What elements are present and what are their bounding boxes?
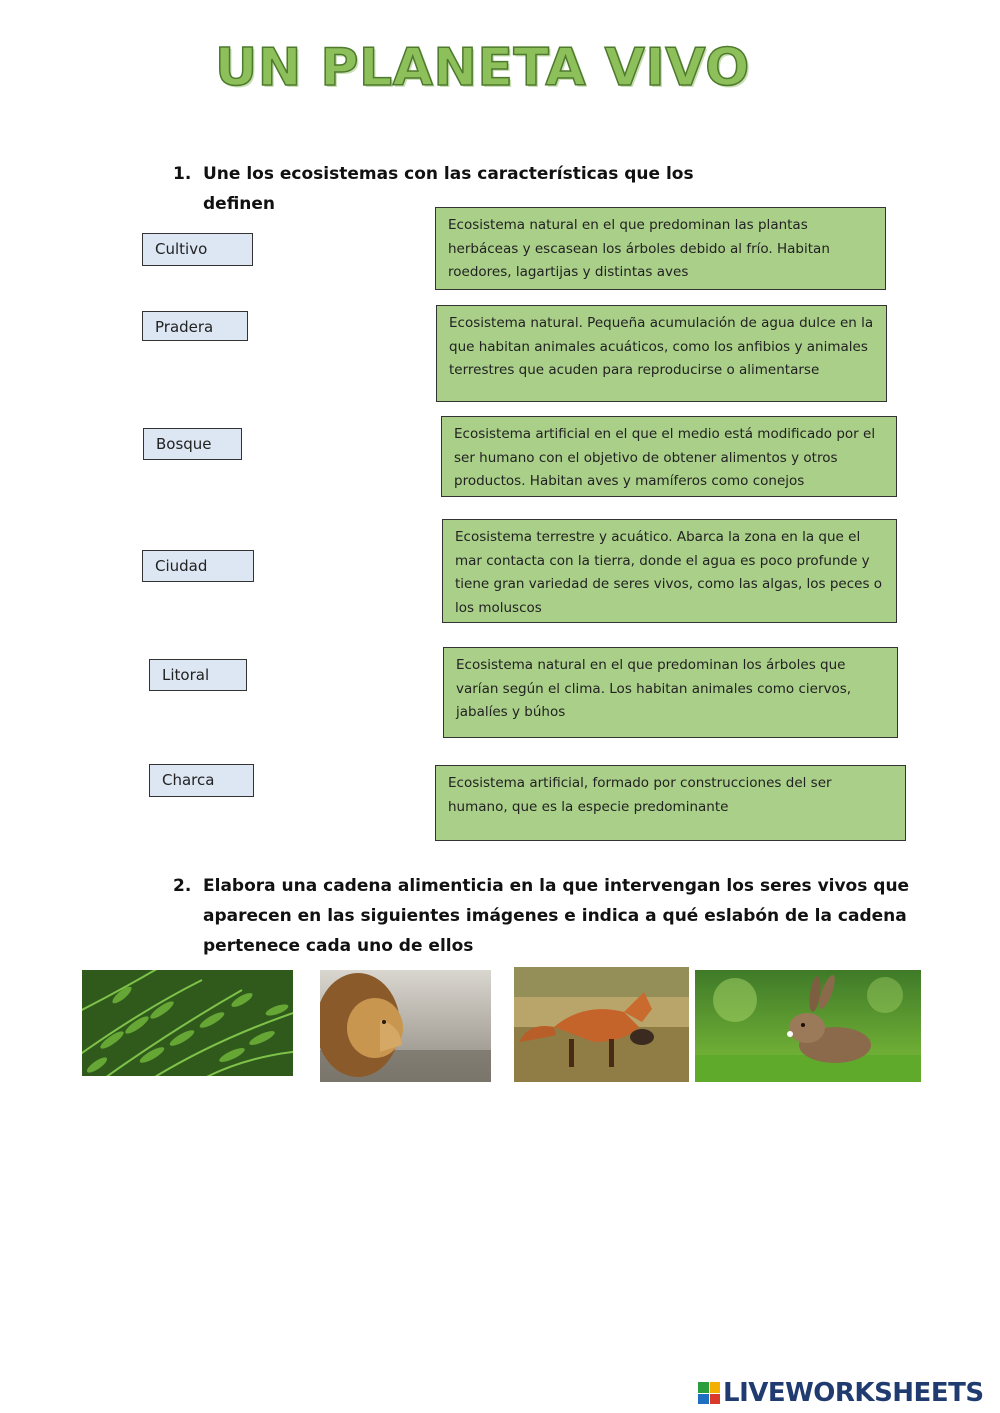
ecosystem-cultivo[interactable]: Cultivo [142, 233, 253, 266]
liveworksheets-logo-icon [698, 1382, 720, 1404]
description-box-1[interactable]: Ecosistema natural en el que predominan las plantas herbáceas y escasean los árboles debido al frío. Habitan roedores, lagartijas y distintas aves [435, 207, 886, 290]
liveworksheets-brand: LIVEWORKSHEETS [723, 1378, 984, 1408]
ecosystem-litoral[interactable]: Litoral [149, 659, 247, 691]
ecosystem-pradera[interactable]: Pradera [142, 311, 248, 341]
question-2 [173, 871, 963, 961]
description-box-6[interactable]: Ecosistema artificial, formado por construcciones del ser humano, que es la especie predominante [435, 765, 906, 841]
fern-photo [82, 970, 293, 1076]
question-1-number: 1. [173, 164, 192, 184]
rabbit-photo [695, 970, 921, 1082]
lion-photo [320, 970, 491, 1082]
fox-photo [514, 967, 689, 1082]
description-box-3[interactable]: Ecosistema artificial en el que el medio está modificado por el ser humano con el objetivo de obtener alimentos y otros productos. Habitan aves y mamíferos como conejos [441, 416, 897, 497]
question-1-text: Une los ecosistemas con las características que los definen [203, 164, 694, 214]
description-box-2[interactable]: Ecosistema natural. Pequeña acumulación de agua dulce en la que habitan animales acuáticos, como los anfibios y animales terrestres que acuden para reproducirse o alimentarse [436, 305, 887, 402]
liveworksheets-logo [698, 1378, 984, 1408]
question-2-number: 2. [173, 876, 192, 896]
description-box-5[interactable]: Ecosistema natural en el que predominan los árboles que varían según el clima. Los habitan animales como ciervos, jabalíes y búhos [443, 647, 898, 738]
ecosystem-bosque[interactable]: Bosque [143, 428, 242, 460]
description-box-4[interactable]: Ecosistema terrestre y acuático. Abarca la zona en la que el mar contacta con la tierra, donde el agua es poco profunde y tiene gran variedad de seres vivos, como las algas, los peces o los moluscos [442, 519, 897, 623]
ecosystem-ciudad[interactable]: Ciudad [142, 550, 254, 582]
ecosystem-charca[interactable]: Charca [149, 764, 254, 797]
page-title: UN PLANETA VIVO [215, 38, 750, 98]
question-2-text: Elabora una cadena alimenticia en la que intervengan los seres vivos que aparecen en las siguientes imágenes e indica a qué eslabón de la cadena pertenece cada uno de ellos [203, 876, 910, 956]
